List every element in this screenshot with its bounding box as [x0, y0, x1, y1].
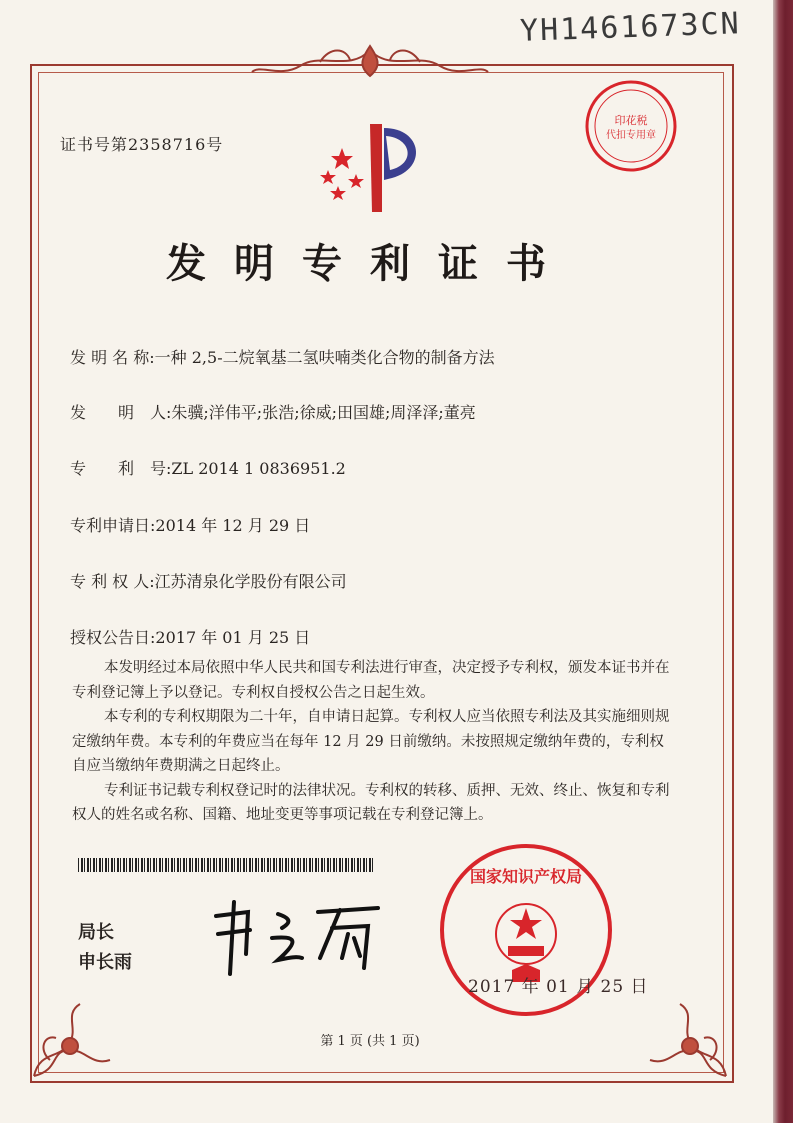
field-value: ZL 2014 1 0836951.2 — [171, 459, 346, 478]
field-label: 专利申请日: — [70, 516, 156, 535]
field-value: 2017 年 01 月 25 日 — [155, 628, 311, 647]
certificate-number: 证书号第2358716号 — [60, 135, 224, 154]
field-label: 发 明 人: — [70, 403, 172, 422]
book-spine — [773, 0, 793, 1123]
field-grant-date — [70, 625, 310, 648]
field-label: 专 利 号: — [70, 459, 172, 478]
handwritten-note: YH1461673CN — [519, 6, 742, 49]
barcode — [78, 858, 374, 872]
field-patent-number — [70, 456, 346, 479]
certificate-body — [72, 656, 672, 828]
field-inventors — [70, 400, 476, 423]
top-ornament-icon — [250, 42, 490, 84]
director-signature — [208, 898, 408, 978]
field-value: 朱骥;洋伟平;张浩;徐威;田国雄;周泽泽;董亮 — [171, 403, 476, 422]
field-label: 发 明 名 称: — [70, 348, 155, 367]
svg-text:印花税: 印花税 — [614, 114, 648, 127]
body-paragraph: 本专利的专利权期限为二十年，自申请日起算。专利权人应当依照专利法及其实施细则规定缴纳年费。本专利的年费应当在每年 12 月 29 日前缴纳。未按照规定缴纳年费的，专利权自应当缴纳年费期满之日起终止。 — [72, 709, 670, 774]
field-invention-name — [70, 345, 495, 368]
field-value: 一种 2,5-二烷氧基二氢呋喃类化合物的制备方法 — [154, 348, 495, 367]
field-label: 专 利 权 人: — [70, 572, 155, 591]
field-value: 江苏清泉化学股份有限公司 — [154, 572, 347, 591]
director-name: 申长雨 — [78, 952, 132, 973]
svg-text:国家知识产权局: 国家知识产权局 — [469, 867, 583, 886]
tax-seal-stamp — [583, 78, 679, 174]
certificate-title: 发明专利证书 — [166, 241, 574, 287]
body-paragraph: 专利证书记载专利权登记时的法律状况。专利权的转移、质押、无效、终止、恢复和专利权人的姓名或名称、国籍、地址变更等事项记载在专利登记簿上。 — [72, 782, 670, 823]
director-title: 局长 — [78, 922, 114, 943]
patent-office-logo-icon — [312, 118, 432, 218]
field-value: 2014 年 12 月 29 日 — [155, 516, 311, 535]
body-paragraph: 本发明经过本局依照中华人民共和国专利法进行审查，决定授予专利权，颁发本证书并在专利登记簿上予以登记。专利权自授权公告之日起生效。 — [72, 660, 670, 701]
issue-date: 2017 年 01 月 25 日 — [468, 977, 649, 997]
page-number: 第 1 页 (共 1 页) — [320, 1034, 420, 1049]
field-application-date — [70, 513, 310, 536]
field-patentee — [70, 569, 347, 592]
field-label: 授权公告日: — [70, 628, 156, 647]
svg-text:代扣专用章: 代扣专用章 — [606, 130, 656, 141]
